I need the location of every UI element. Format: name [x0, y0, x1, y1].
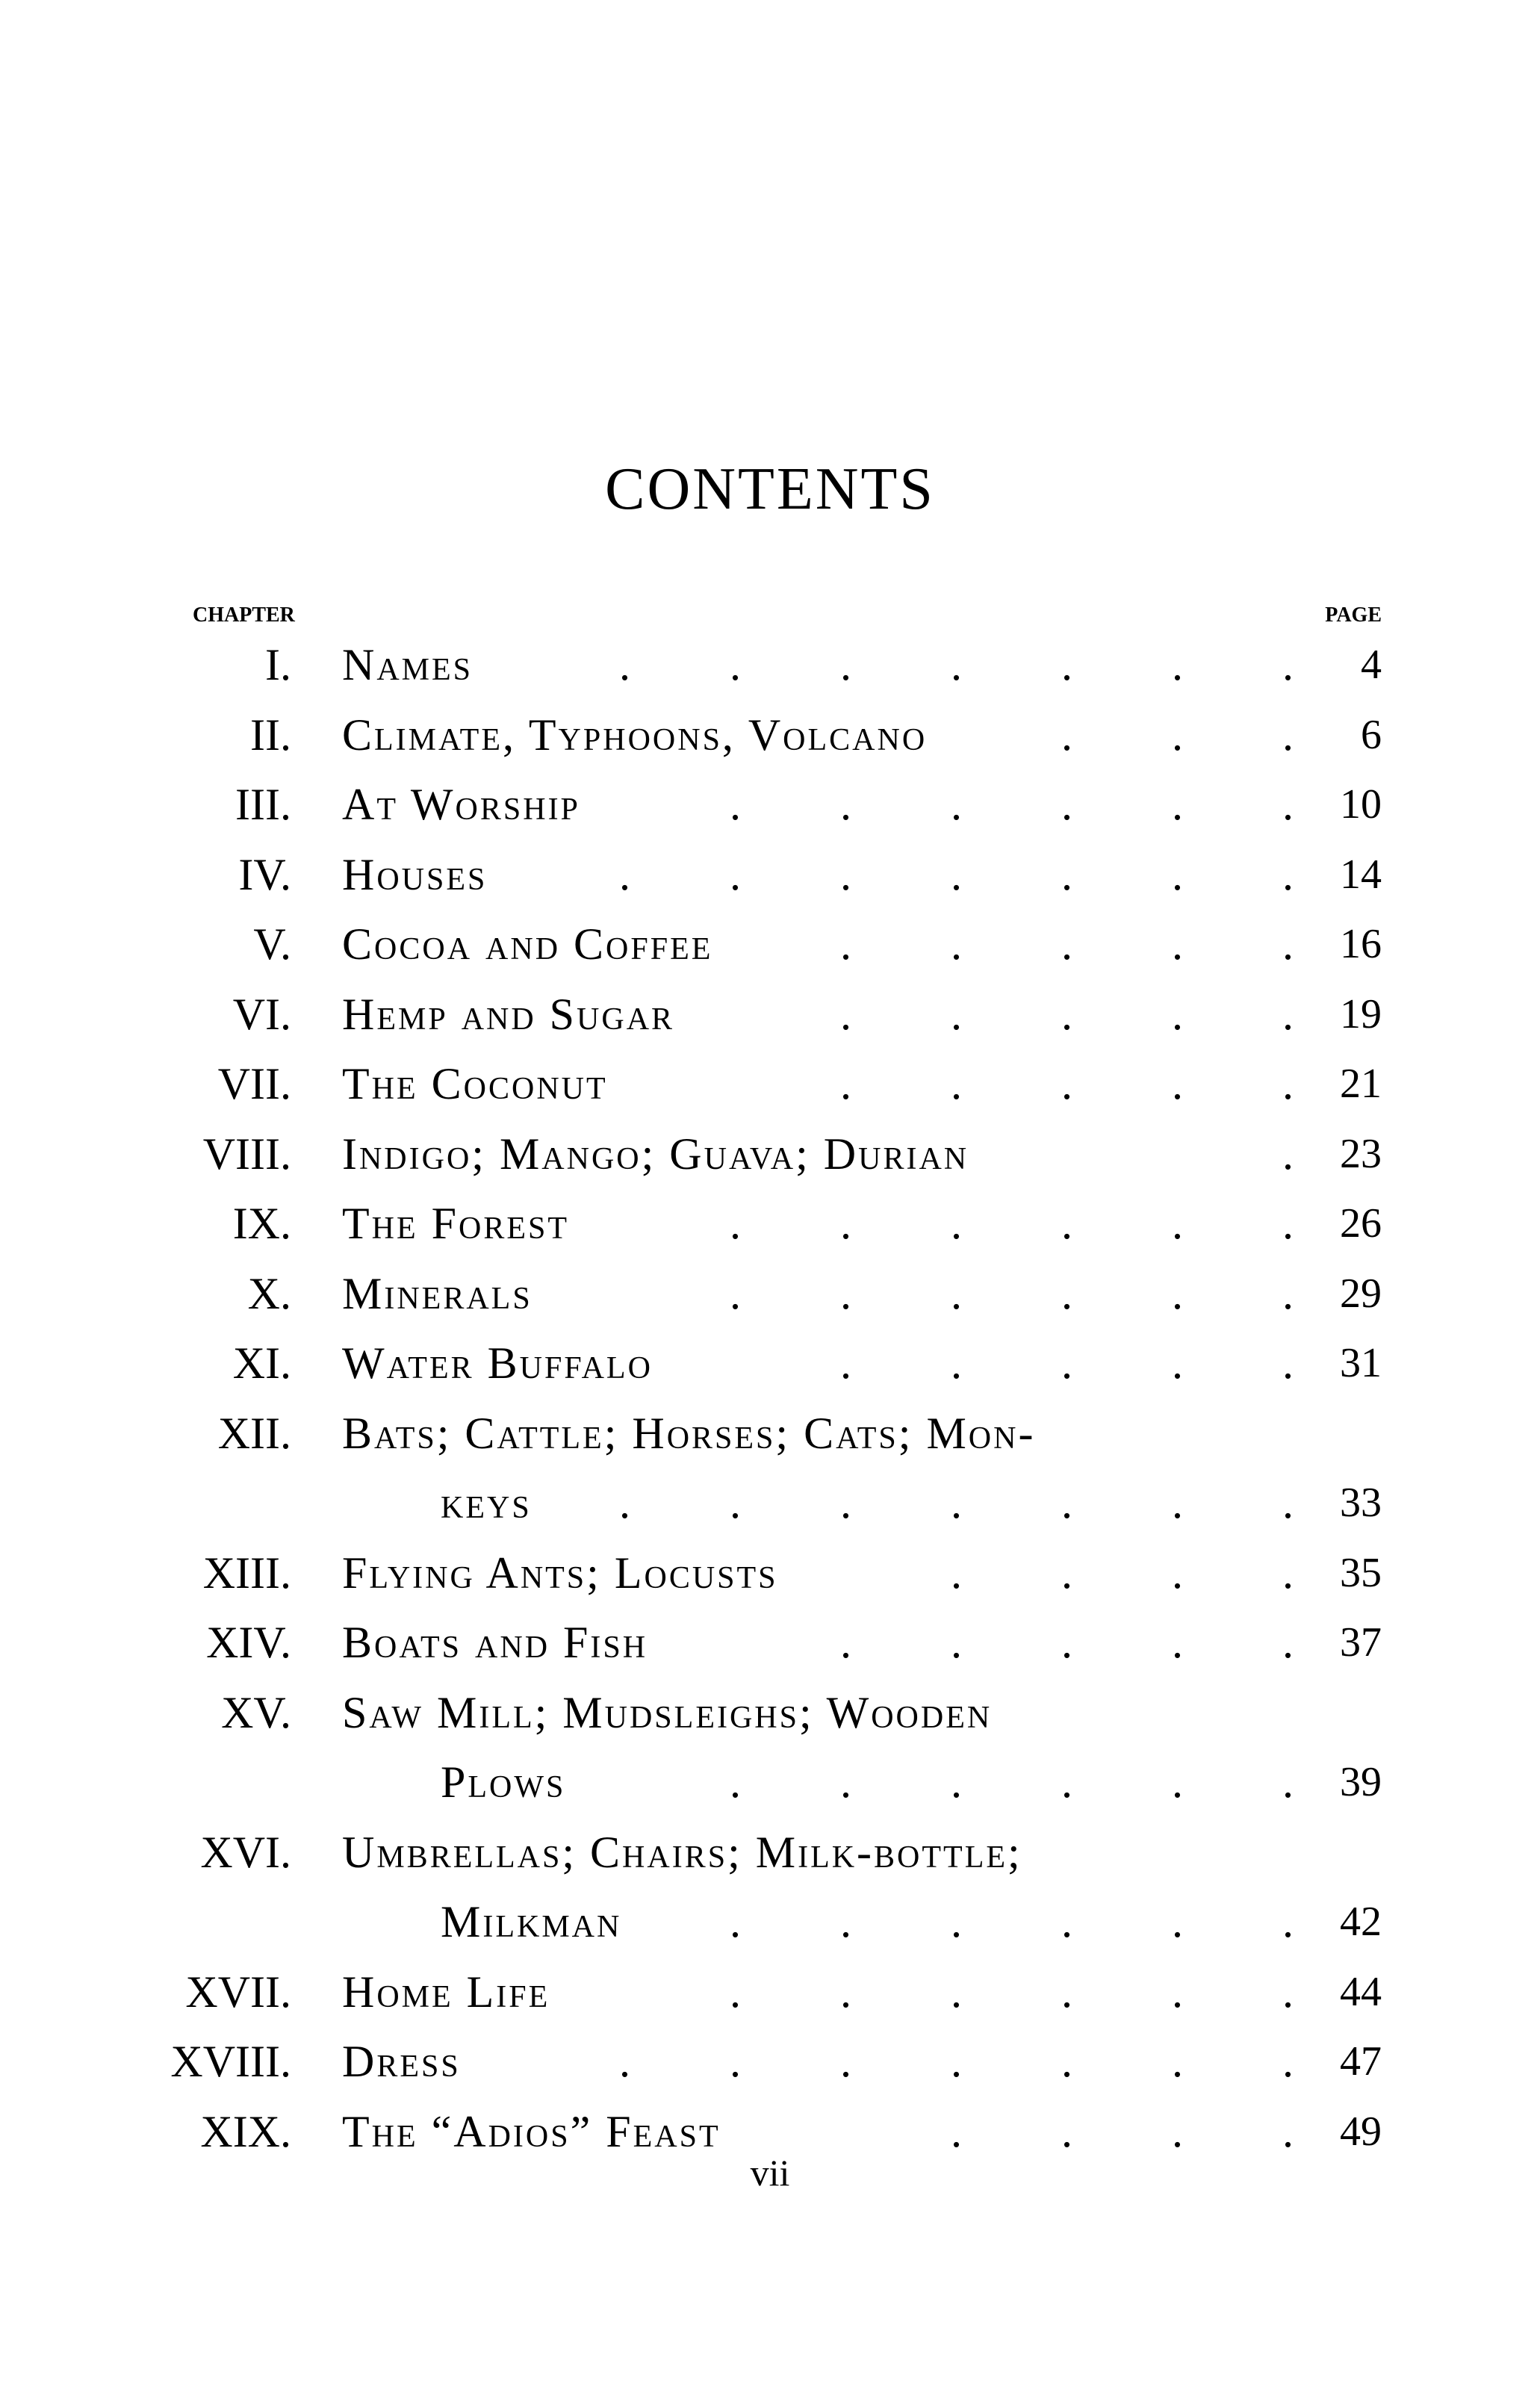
leader-dot: . — [951, 1897, 962, 1946]
leader-dot: . — [840, 1757, 851, 1807]
chapter-title: The Coconut — [342, 1059, 608, 1108]
dot-leader — [962, 701, 1294, 769]
leader-dot: . — [840, 1338, 851, 1388]
leader-dot: . — [1172, 1478, 1183, 1527]
chapter-numeral: X. — [247, 1268, 291, 1318]
leader-dot: . — [730, 640, 741, 689]
toc-entry — [0, 1679, 1540, 1746]
page-number: 33 — [1340, 1480, 1382, 1526]
leader-dot: . — [1282, 919, 1294, 969]
chapter-numeral: VII. — [217, 1059, 291, 1108]
leader-dot: . — [730, 1967, 741, 2017]
leader-dot: . — [1061, 1199, 1072, 1248]
leader-dot: . — [951, 849, 962, 899]
leader-dot: . — [1061, 989, 1072, 1039]
chapter-title: Houses — [342, 849, 488, 899]
chapter-numeral: I. — [265, 640, 291, 689]
leader-dot: . — [840, 1199, 851, 1248]
leader-dot: . — [730, 1199, 741, 1248]
leader-dot: . — [1172, 1268, 1183, 1318]
leader-dot: . — [1282, 1548, 1294, 1598]
page-number: 47 — [1340, 2038, 1382, 2085]
leader-dot: . — [730, 780, 741, 829]
leader-dot: . — [1172, 1199, 1183, 1248]
page-column-header: PAGE — [1325, 603, 1382, 627]
chapter-numeral: XIX. — [200, 2106, 291, 2156]
leader-dot: . — [1282, 2037, 1294, 2086]
leader-dot: . — [951, 1757, 962, 1807]
toc-entry — [0, 1050, 1540, 1117]
page-number: 35 — [1340, 1549, 1382, 1596]
dot-leader — [1183, 1120, 1294, 1188]
chapter-numeral: XV. — [221, 1687, 291, 1737]
leader-dot: . — [1061, 919, 1072, 969]
toc-entry-continuation — [0, 1888, 1540, 1955]
chapter-numeral: V. — [253, 919, 291, 969]
leader-dot: . — [1282, 1478, 1294, 1527]
chapter-title: Milkman — [441, 1897, 622, 1946]
page-number: 39 — [1340, 1759, 1382, 1805]
leader-dot: . — [1282, 1129, 1294, 1179]
leader-dot: . — [730, 1897, 741, 1946]
dot-leader — [630, 1190, 1294, 1257]
leader-dot: . — [951, 1059, 962, 1108]
leader-dot: . — [1282, 1897, 1294, 1946]
leader-dot: . — [1061, 710, 1072, 760]
dot-leader — [630, 1958, 1294, 2026]
chapter-numeral: XVI. — [200, 1827, 291, 1877]
dot-leader — [520, 1469, 1294, 1536]
leader-dot: . — [1172, 1059, 1183, 1108]
leader-dot: . — [840, 640, 851, 689]
chapter-title: Water Buffalo — [342, 1338, 653, 1388]
leader-dot: . — [1061, 1059, 1072, 1108]
dot-leader — [630, 1748, 1294, 1816]
chapter-column-header: CHAPTER — [193, 603, 295, 627]
chapter-numeral: XVII. — [185, 1967, 291, 2017]
leader-dot: . — [730, 1478, 741, 1527]
chapter-numeral: IV. — [238, 849, 291, 899]
page-number: 31 — [1340, 1340, 1382, 1386]
leader-dot: . — [840, 1897, 851, 1946]
toc-entry — [0, 841, 1540, 908]
chapter-title: At Worship — [342, 780, 580, 829]
leader-dot: . — [1061, 1618, 1072, 1667]
leader-dot: . — [951, 919, 962, 969]
chapter-numeral: VI. — [232, 989, 291, 1039]
leader-dot: . — [951, 1199, 962, 1248]
toc-entry-continuation — [0, 1469, 1540, 1536]
leader-dot: . — [840, 1478, 851, 1527]
chapter-numeral: IX. — [232, 1199, 291, 1248]
page-number: 49 — [1340, 2108, 1382, 2155]
leader-dot: . — [840, 1618, 851, 1667]
chapter-title: Umbrellas; Chairs; Milk-bottle; — [342, 1827, 1022, 1877]
page-number: 21 — [1340, 1061, 1382, 1107]
toc-entry — [0, 701, 1540, 769]
page-number: 37 — [1340, 1619, 1382, 1666]
chapter-title: Names — [342, 640, 474, 689]
leader-dot: . — [951, 1338, 962, 1388]
leader-dot: . — [1172, 989, 1183, 1039]
toc-entry — [0, 1539, 1540, 1607]
dot-leader — [630, 771, 1294, 838]
leader-dot: . — [730, 849, 741, 899]
page-title: CONTENTS — [605, 456, 935, 522]
page-number: 4 — [1361, 642, 1382, 688]
leader-dot: . — [1061, 640, 1072, 689]
toc-entry — [0, 771, 1540, 838]
chapter-title: Dress — [342, 2037, 461, 2086]
leader-dot: . — [1172, 1548, 1183, 1598]
page-number: 23 — [1340, 1130, 1382, 1177]
leader-dot: . — [1172, 849, 1183, 899]
leader-dot: . — [1282, 1199, 1294, 1248]
leader-dot: . — [1172, 919, 1183, 969]
toc-entry — [0, 1120, 1540, 1188]
leader-dot: . — [840, 919, 851, 969]
leader-dot: . — [951, 1967, 962, 2017]
leader-dot: . — [1061, 780, 1072, 829]
leader-dot: . — [730, 1268, 741, 1318]
chapter-numeral: XII. — [217, 1408, 291, 1458]
dot-leader — [741, 1050, 1294, 1117]
leader-dot: . — [730, 2037, 741, 2086]
dot-leader — [741, 981, 1294, 1048]
leader-dot: . — [951, 640, 962, 689]
page-number: 19 — [1340, 990, 1382, 1037]
leader-dot: . — [1282, 780, 1294, 829]
leader-dot: . — [951, 2106, 962, 2156]
leader-dot: . — [1172, 640, 1183, 689]
dot-leader — [630, 1888, 1294, 1955]
leader-dot: . — [1061, 849, 1072, 899]
toc-entry — [0, 1400, 1540, 1467]
chapter-title: Plows — [441, 1757, 566, 1807]
chapter-title: Hemp and Sugar — [342, 989, 675, 1039]
leader-dot: . — [951, 1478, 962, 1527]
leader-dot: . — [619, 849, 630, 899]
leader-dot: . — [730, 1757, 741, 1807]
toc-entry — [0, 1260, 1540, 1327]
leader-dot: . — [840, 2037, 851, 2086]
leader-dot: . — [1061, 2106, 1072, 2156]
chapter-title: Cocoa and Coffee — [342, 919, 713, 969]
chapter-title: Minerals — [342, 1268, 533, 1318]
chapter-title: Saw Mill; Mudsleighs; Wooden — [342, 1687, 993, 1737]
leader-dot: . — [951, 1548, 962, 1598]
dot-leader — [851, 1539, 1294, 1607]
page-folio: vii — [750, 2152, 790, 2194]
leader-dot: . — [1282, 1338, 1294, 1388]
leader-dot: . — [619, 640, 630, 689]
chapter-title: Flying Ants; Locusts — [342, 1548, 778, 1598]
dot-leader — [520, 2028, 1294, 2095]
toc-entry — [0, 1958, 1540, 2026]
chapter-numeral: XIII. — [202, 1548, 291, 1598]
leader-dot: . — [1172, 2037, 1183, 2086]
chapter-numeral: III. — [235, 780, 291, 829]
chapter-numeral: VIII. — [202, 1129, 291, 1179]
page-number: 44 — [1340, 1968, 1382, 2015]
chapter-title: The “Adios” Feast — [342, 2106, 721, 2156]
leader-dot: . — [1172, 710, 1183, 760]
chapter-title: Climate, Typhoons, Volcano — [342, 710, 928, 760]
leader-dot: . — [1282, 849, 1294, 899]
leader-dot: . — [840, 849, 851, 899]
page-number: 29 — [1340, 1270, 1382, 1317]
leader-dot: . — [1061, 1897, 1072, 1946]
leader-dot: . — [951, 1618, 962, 1667]
leader-dot: . — [1282, 1268, 1294, 1318]
leader-dot: . — [1061, 2037, 1072, 2086]
leader-dot: . — [619, 1478, 630, 1527]
chapter-title: keys — [441, 1478, 532, 1527]
toc-entry — [0, 910, 1540, 978]
leader-dot: . — [1282, 989, 1294, 1039]
page-number: 42 — [1340, 1899, 1382, 1945]
toc-entry — [0, 981, 1540, 1048]
chapter-title: Bats; Cattle; Horses; Cats; Mon- — [342, 1408, 1036, 1458]
leader-dot: . — [840, 1967, 851, 2017]
leader-dot: . — [1061, 1967, 1072, 2017]
chapter-title: Indigo; Mango; Guava; Durian — [342, 1129, 969, 1179]
leader-dot: . — [619, 2037, 630, 2086]
chapter-numeral: XVIII. — [170, 2037, 291, 2086]
leader-dot: . — [1172, 1757, 1183, 1807]
toc-entry-continuation — [0, 1748, 1540, 1816]
leader-dot: . — [1282, 1059, 1294, 1108]
leader-dot: . — [1172, 2106, 1183, 2156]
dot-leader — [741, 910, 1294, 978]
leader-dot: . — [1061, 1478, 1072, 1527]
leader-dot: . — [1282, 1967, 1294, 2017]
leader-dot: . — [840, 1059, 851, 1108]
chapter-title: The Forest — [342, 1199, 570, 1248]
leader-dot: . — [1282, 710, 1294, 760]
leader-dot: . — [1282, 1757, 1294, 1807]
toc-entry — [0, 1819, 1540, 1886]
leader-dot: . — [951, 2037, 962, 2086]
leader-dot: . — [951, 1268, 962, 1318]
leader-dot: . — [1172, 1897, 1183, 1946]
chapter-numeral: XIV. — [206, 1618, 291, 1667]
toc-entry — [0, 2028, 1540, 2095]
leader-dot: . — [951, 989, 962, 1039]
page-number: 6 — [1361, 711, 1382, 758]
toc-entry — [0, 631, 1540, 698]
leader-dot: . — [1061, 1548, 1072, 1598]
chapter-title: Boats and Fish — [342, 1618, 648, 1667]
chapter-numeral: XI. — [232, 1338, 291, 1388]
leader-dot: . — [1282, 640, 1294, 689]
leader-dot: . — [951, 780, 962, 829]
toc-entry — [0, 1609, 1540, 1676]
leader-dot: . — [840, 989, 851, 1039]
leader-dot: . — [840, 1268, 851, 1318]
leader-dot: . — [1172, 1338, 1183, 1388]
leader-dot: . — [1061, 1338, 1072, 1388]
dot-leader — [741, 1609, 1294, 1676]
dot-leader — [630, 1260, 1294, 1327]
page-number: 10 — [1340, 781, 1382, 828]
leader-dot: . — [1282, 2106, 1294, 2156]
leader-dot: . — [1172, 780, 1183, 829]
leader-dot: . — [1061, 1268, 1072, 1318]
page-number: 14 — [1340, 851, 1382, 898]
leader-dot: . — [840, 780, 851, 829]
dot-leader — [741, 1329, 1294, 1397]
toc-entry — [0, 1190, 1540, 1257]
leader-dot: . — [1061, 1757, 1072, 1807]
chapter-numeral: II. — [250, 710, 291, 760]
dot-leader — [520, 841, 1294, 908]
leader-dot: . — [1172, 1967, 1183, 2017]
page-number: 26 — [1340, 1200, 1382, 1247]
toc-entry — [0, 1329, 1540, 1397]
page-number: 16 — [1340, 921, 1382, 967]
chapter-title: Home Life — [342, 1967, 550, 2017]
leader-dot: . — [1172, 1618, 1183, 1667]
leader-dot: . — [1282, 1618, 1294, 1667]
dot-leader — [520, 631, 1294, 698]
